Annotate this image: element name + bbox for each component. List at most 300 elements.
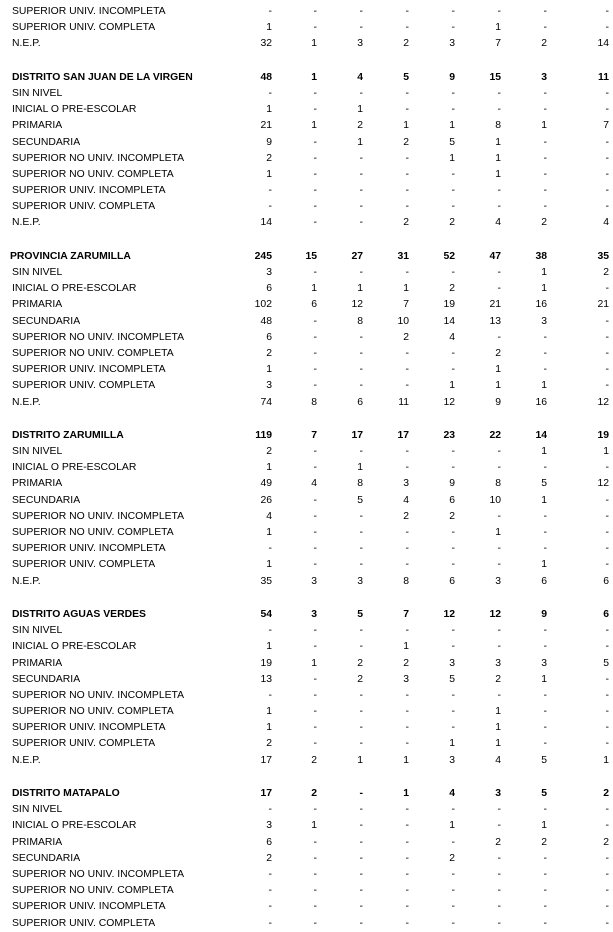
cell-col-7: - [605, 201, 609, 213]
cell-col-5: - [497, 543, 501, 555]
cell-col-3: - [405, 885, 409, 897]
cell-col-5: 4 [495, 754, 501, 766]
row-label: SECUNDARIA [12, 136, 81, 148]
cell-col-1: - [313, 901, 317, 913]
table-row [0, 656, 613, 672]
cell-col-1: 1 [311, 820, 317, 832]
cell-col-3: - [405, 820, 409, 832]
cell-col-6: 1 [541, 380, 547, 392]
cell-col-1: - [313, 885, 317, 897]
cell-col-4: - [451, 836, 455, 848]
cell-col-0: 1 [266, 559, 272, 571]
cell-col-4: - [451, 722, 455, 734]
cell-col-0: - [268, 543, 272, 555]
row-label: PRIMARIA [12, 657, 63, 669]
cell-col-7: - [605, 364, 609, 376]
cell-col-2: 3 [357, 575, 363, 587]
cell-col-2: - [359, 901, 363, 913]
cell-col-5: - [497, 201, 501, 213]
cell-col-2: 17 [351, 429, 363, 441]
group-spacer [0, 590, 613, 607]
table-row [0, 476, 613, 492]
cell-col-6: - [543, 901, 547, 913]
table-row [0, 36, 613, 52]
cell-col-2: - [359, 836, 363, 848]
cell-col-1: - [313, 641, 317, 653]
cell-col-2: - [359, 885, 363, 897]
table-row [0, 525, 613, 541]
cell-col-5: - [497, 804, 501, 816]
cell-col-3: 2 [403, 331, 409, 343]
cell-col-1: 1 [311, 71, 317, 83]
cell-col-3: - [405, 267, 409, 278]
cell-col-2: - [359, 152, 363, 164]
cell-col-7: - [605, 738, 609, 750]
statistics-table [0, 4, 613, 932]
cell-col-5: - [497, 901, 501, 913]
cell-col-7: - [605, 706, 609, 718]
cell-col-2: 8 [357, 315, 363, 327]
cell-col-3: - [405, 836, 409, 848]
cell-col-5: 21 [489, 299, 501, 311]
cell-col-0: - [268, 804, 272, 816]
cell-col-3: - [405, 722, 409, 734]
cell-col-3: 1 [403, 283, 409, 295]
cell-col-4: 23 [443, 429, 455, 441]
cell-col-6: - [543, 527, 547, 538]
row-label: PRIMARIA [12, 299, 63, 311]
cell-col-1: - [313, 836, 317, 848]
cell-col-2: 2 [357, 657, 363, 669]
table-row [0, 378, 613, 394]
cell-col-6: - [543, 136, 547, 148]
cell-col-4: - [451, 347, 455, 359]
cell-col-1: - [313, 315, 317, 327]
cell-col-7: - [605, 901, 609, 913]
cell-col-4: - [451, 446, 455, 458]
cell-col-3: - [405, 917, 409, 929]
row-label: SUPERIOR UNIV. COMPLETA [12, 380, 156, 392]
cell-col-3: 5 [403, 71, 409, 83]
cell-col-3: 7 [403, 608, 409, 620]
cell-col-0: 13 [260, 673, 272, 685]
table-row [0, 4, 613, 20]
cell-col-4: - [451, 527, 455, 538]
cell-col-6: 2 [541, 38, 547, 50]
cell-col-7: - [605, 380, 609, 392]
cell-col-5: 2 [495, 673, 501, 685]
row-label: SIN NIVEL [12, 446, 63, 458]
row-label: SUPERIOR UNIV. COMPLETA [12, 559, 156, 571]
row-label: SUPERIOR NO UNIV. COMPLETA [12, 347, 174, 359]
cell-col-5: 1 [495, 152, 501, 164]
cell-col-6: - [543, 168, 547, 180]
cell-col-1: - [313, 185, 317, 197]
cell-col-0: 74 [260, 396, 272, 408]
table-row [0, 835, 613, 851]
cell-col-3: - [405, 625, 409, 637]
cell-col-2: - [359, 6, 363, 17]
cell-col-7: 35 [597, 250, 609, 262]
table-row [0, 151, 613, 167]
cell-col-4: 5 [449, 136, 455, 148]
cell-col-5: 15 [489, 71, 501, 83]
cell-col-4: - [451, 901, 455, 913]
cell-col-3: - [405, 185, 409, 197]
cell-col-0: 1 [266, 641, 272, 653]
table-row [0, 183, 613, 199]
cell-col-7: 11 [598, 71, 609, 83]
cell-col-7: - [605, 868, 609, 880]
cell-col-3: 2 [403, 217, 409, 229]
table-row [0, 86, 613, 102]
table-row [0, 167, 613, 183]
cell-col-3: 2 [403, 510, 409, 522]
cell-col-3: - [405, 706, 409, 718]
cell-col-4: 2 [449, 283, 455, 295]
cell-col-0: 1 [266, 364, 272, 376]
cell-col-2: - [359, 689, 363, 701]
cell-col-2: 2 [357, 673, 363, 685]
row-label: N.E.P. [12, 575, 41, 587]
cell-col-6: - [543, 689, 547, 701]
cell-col-7: - [605, 852, 609, 864]
cell-col-4: 6 [449, 494, 455, 506]
cell-col-7: 12 [597, 396, 609, 408]
cell-col-1: 1 [311, 120, 317, 132]
cell-col-4: - [451, 104, 455, 116]
cell-col-5: 4 [495, 217, 501, 229]
table-row [0, 753, 613, 769]
table-row [0, 265, 613, 281]
cell-col-3: 10 [397, 315, 409, 327]
cell-col-0: 1 [266, 527, 272, 538]
cell-col-1: - [313, 559, 317, 571]
cell-col-0: 3 [266, 820, 272, 832]
cell-col-4: - [451, 201, 455, 213]
cell-col-3: - [405, 104, 409, 116]
cell-col-2: 4 [357, 71, 363, 83]
cell-col-7: 19 [597, 429, 609, 441]
cell-col-7: 6 [603, 575, 609, 587]
table-row [0, 574, 613, 590]
table-row [0, 297, 613, 313]
cell-col-5: - [497, 462, 501, 474]
cell-col-1: - [313, 6, 317, 17]
cell-col-2: - [359, 706, 363, 718]
cell-col-5: 22 [489, 429, 501, 441]
cell-col-2: - [359, 446, 363, 458]
cell-col-0: 6 [266, 836, 272, 848]
cell-col-5: 1 [495, 136, 501, 148]
cell-col-0: 48 [260, 315, 272, 327]
cell-col-3: 17 [397, 429, 409, 441]
row-label: N.E.P. [12, 754, 41, 766]
cell-col-5: 13 [489, 315, 501, 327]
cell-col-7: - [605, 331, 609, 343]
cell-col-7: - [605, 315, 609, 327]
cell-col-6: - [543, 331, 547, 343]
cell-col-0: 48 [260, 71, 272, 83]
cell-col-0: 2 [266, 347, 272, 359]
cell-col-1: - [313, 87, 317, 99]
cell-col-4: 19 [443, 299, 455, 311]
cell-col-0: 2 [266, 738, 272, 750]
row-label: SUPERIOR NO UNIV. INCOMPLETA [12, 689, 185, 701]
table-row [0, 362, 613, 378]
cell-col-4: - [451, 804, 455, 816]
cell-col-0: 245 [254, 250, 272, 262]
cell-col-5: 2 [495, 836, 501, 848]
cell-col-0: 21 [260, 120, 272, 132]
table-row [0, 818, 613, 834]
cell-col-1: - [313, 722, 317, 734]
cell-col-3: - [405, 543, 409, 555]
cell-col-5: - [497, 283, 501, 295]
cell-col-0: - [268, 201, 272, 213]
cell-col-1: - [313, 347, 317, 359]
row-label: SUPERIOR NO UNIV. COMPLETA [12, 168, 174, 180]
table-row [0, 639, 613, 655]
cell-col-1: - [313, 868, 317, 880]
cell-col-4: 1 [449, 152, 455, 164]
cell-col-1: - [313, 267, 317, 278]
cell-col-3: - [405, 462, 409, 474]
cell-col-3: 3 [403, 673, 409, 685]
cell-col-2: - [359, 380, 363, 392]
cell-col-4: 1 [449, 380, 455, 392]
cell-col-0: 49 [260, 478, 272, 490]
cell-col-5: - [497, 331, 501, 343]
cell-col-4: 52 [443, 250, 455, 262]
cell-col-2: - [359, 185, 363, 197]
cell-col-1: - [313, 706, 317, 718]
cell-col-3: - [405, 446, 409, 458]
cell-col-0: - [268, 689, 272, 701]
cell-col-6: 1 [541, 559, 547, 571]
cell-col-5: 1 [495, 722, 501, 734]
cell-col-1: - [313, 738, 317, 750]
row-label: SUPERIOR NO UNIV. INCOMPLETA [12, 152, 185, 164]
table-row [0, 672, 613, 688]
cell-col-6: 3 [541, 71, 547, 83]
cell-col-1: - [313, 380, 317, 392]
cell-col-2: - [359, 738, 363, 750]
group-spacer [0, 769, 613, 786]
cell-col-3: - [405, 152, 409, 164]
district-total-row [0, 70, 613, 86]
cell-col-0: 102 [254, 299, 272, 311]
cell-col-6: 1 [541, 820, 547, 832]
cell-col-4: 3 [449, 754, 455, 766]
cell-col-7: - [605, 722, 609, 734]
cell-col-3: - [405, 22, 409, 34]
cell-col-5: 3 [495, 788, 501, 799]
cell-col-1: 1 [311, 657, 317, 669]
cell-col-5: - [497, 852, 501, 864]
cell-col-7: - [605, 87, 609, 99]
cell-col-6: - [543, 543, 547, 555]
cell-col-7: - [605, 104, 609, 116]
row-label: SUPERIOR UNIV. INCOMPLETA [12, 901, 166, 913]
cell-col-4: 14 [443, 315, 455, 327]
row-label: INICIAL O PRE-ESCOLAR [12, 462, 137, 474]
cell-col-7: - [605, 168, 609, 180]
cell-col-6: - [543, 104, 547, 116]
cell-col-5: - [497, 559, 501, 571]
table-row [0, 135, 613, 151]
cell-col-2: 27 [351, 250, 363, 262]
cell-col-1: 6 [311, 299, 317, 311]
cell-col-5: 1 [495, 168, 501, 180]
cell-col-5: - [497, 446, 501, 458]
cell-col-1: 1 [311, 283, 317, 295]
cell-col-1: 4 [311, 478, 317, 490]
cell-col-3: - [405, 168, 409, 180]
cell-col-7: - [605, 185, 609, 197]
cell-col-2: - [359, 820, 363, 832]
cell-col-2: 12 [351, 299, 363, 311]
cell-col-5: 1 [495, 364, 501, 376]
cell-col-1: - [313, 446, 317, 458]
cell-col-1: 2 [311, 754, 317, 766]
cell-col-0: - [268, 917, 272, 929]
cell-col-4: - [451, 267, 455, 278]
cell-col-1: - [313, 22, 317, 34]
table-row [0, 215, 613, 231]
cell-col-3: 2 [403, 136, 409, 148]
cell-col-0: 1 [266, 168, 272, 180]
cell-col-7: 2 [603, 836, 609, 848]
cell-col-3: 11 [398, 396, 409, 408]
cell-col-6: - [543, 804, 547, 816]
cell-col-1: - [313, 217, 317, 229]
cell-col-7: - [605, 462, 609, 474]
district-total-row [0, 607, 613, 623]
cell-col-7: - [605, 136, 609, 148]
row-label: SECUNDARIA [12, 852, 81, 864]
cell-col-7: 6 [603, 608, 609, 620]
cell-col-5: - [497, 104, 501, 116]
row-label: DISTRITO SAN JUAN DE LA VIRGEN [12, 71, 193, 83]
row-label: SUPERIOR UNIV. COMPLETA [12, 201, 156, 213]
cell-col-6: 16 [535, 396, 547, 408]
row-label: SUPERIOR NO UNIV. COMPLETA [12, 885, 174, 897]
cell-col-7: - [605, 283, 609, 295]
cell-col-6: - [543, 201, 547, 213]
province-total-row [0, 249, 613, 265]
cell-col-4: - [451, 22, 455, 34]
cell-col-1: - [313, 364, 317, 376]
cell-col-1: - [313, 527, 317, 538]
cell-col-5: - [497, 510, 501, 522]
row-label: SUPERIOR UNIV. COMPLETA [12, 738, 156, 750]
cell-col-7: 21 [597, 299, 609, 311]
cell-col-2: 1 [357, 136, 363, 148]
row-label: INICIAL O PRE-ESCOLAR [12, 104, 137, 116]
cell-col-1: - [313, 168, 317, 180]
cell-col-2: 6 [357, 396, 363, 408]
cell-col-1: - [313, 104, 317, 116]
cell-col-4: 3 [449, 38, 455, 50]
cell-col-3: 8 [403, 575, 409, 587]
cell-col-6: - [543, 706, 547, 718]
cell-col-3: 2 [403, 38, 409, 50]
cell-col-2: - [359, 543, 363, 555]
cell-col-6: 3 [541, 657, 547, 669]
cell-col-3: - [405, 689, 409, 701]
row-label: PROVINCIA ZARUMILLA [10, 250, 131, 262]
cell-col-3: 1 [403, 754, 409, 766]
cell-col-6: 1 [541, 120, 547, 132]
cell-col-3: - [405, 364, 409, 376]
row-label: SECUNDARIA [12, 315, 81, 327]
cell-col-2: 1 [357, 462, 363, 474]
cell-col-2: - [359, 347, 363, 359]
cell-col-7: - [605, 22, 609, 34]
cell-col-4: 1 [449, 120, 455, 132]
cell-col-2: - [359, 788, 363, 799]
row-label: SUPERIOR NO UNIV. INCOMPLETA [12, 868, 185, 880]
cell-col-0: 2 [266, 152, 272, 164]
cell-col-4: - [451, 87, 455, 99]
cell-col-5: 1 [495, 380, 501, 392]
cell-col-5: - [497, 868, 501, 880]
group-spacer [0, 53, 613, 70]
cell-col-6: - [543, 852, 547, 864]
cell-col-3: - [405, 87, 409, 99]
cell-col-3: - [405, 852, 409, 864]
cell-col-3: - [405, 901, 409, 913]
cell-col-6: 2 [541, 217, 547, 229]
cell-col-3: 1 [403, 641, 409, 653]
table-row [0, 444, 613, 460]
cell-col-5: 2 [495, 347, 501, 359]
cell-col-7: - [605, 641, 609, 653]
cell-col-7: 5 [603, 657, 609, 669]
cell-col-5: - [497, 625, 501, 637]
cell-col-2: - [359, 917, 363, 929]
cell-col-2: 5 [357, 608, 363, 620]
table-row [0, 509, 613, 525]
cell-col-7: - [605, 559, 609, 571]
cell-col-7: - [605, 804, 609, 816]
cell-col-4: - [451, 917, 455, 929]
cell-col-4: 9 [449, 478, 455, 490]
cell-col-4: 4 [449, 331, 455, 343]
row-label: PRIMARIA [12, 120, 63, 132]
cell-col-0: 9 [266, 136, 272, 148]
cell-col-6: 3 [541, 315, 547, 327]
cell-col-6: 5 [541, 788, 547, 799]
table-row [0, 493, 613, 509]
row-label: SIN NIVEL [12, 625, 63, 637]
row-label: SIN NIVEL [12, 804, 63, 816]
cell-col-6: 9 [541, 608, 547, 620]
row-label: SUPERIOR UNIV. INCOMPLETA [12, 185, 166, 197]
row-label: SUPERIOR NO UNIV. INCOMPLETA [12, 510, 185, 522]
row-label: INICIAL O PRE-ESCOLAR [12, 283, 137, 295]
cell-col-7: 14 [597, 38, 609, 50]
table-row [0, 20, 613, 36]
cell-col-3: 4 [403, 494, 409, 506]
cell-col-4: - [451, 689, 455, 701]
table-row [0, 704, 613, 720]
cell-col-4: 6 [449, 575, 455, 587]
cell-col-1: - [313, 804, 317, 816]
cell-col-2: - [359, 559, 363, 571]
cell-col-2: - [359, 201, 363, 213]
